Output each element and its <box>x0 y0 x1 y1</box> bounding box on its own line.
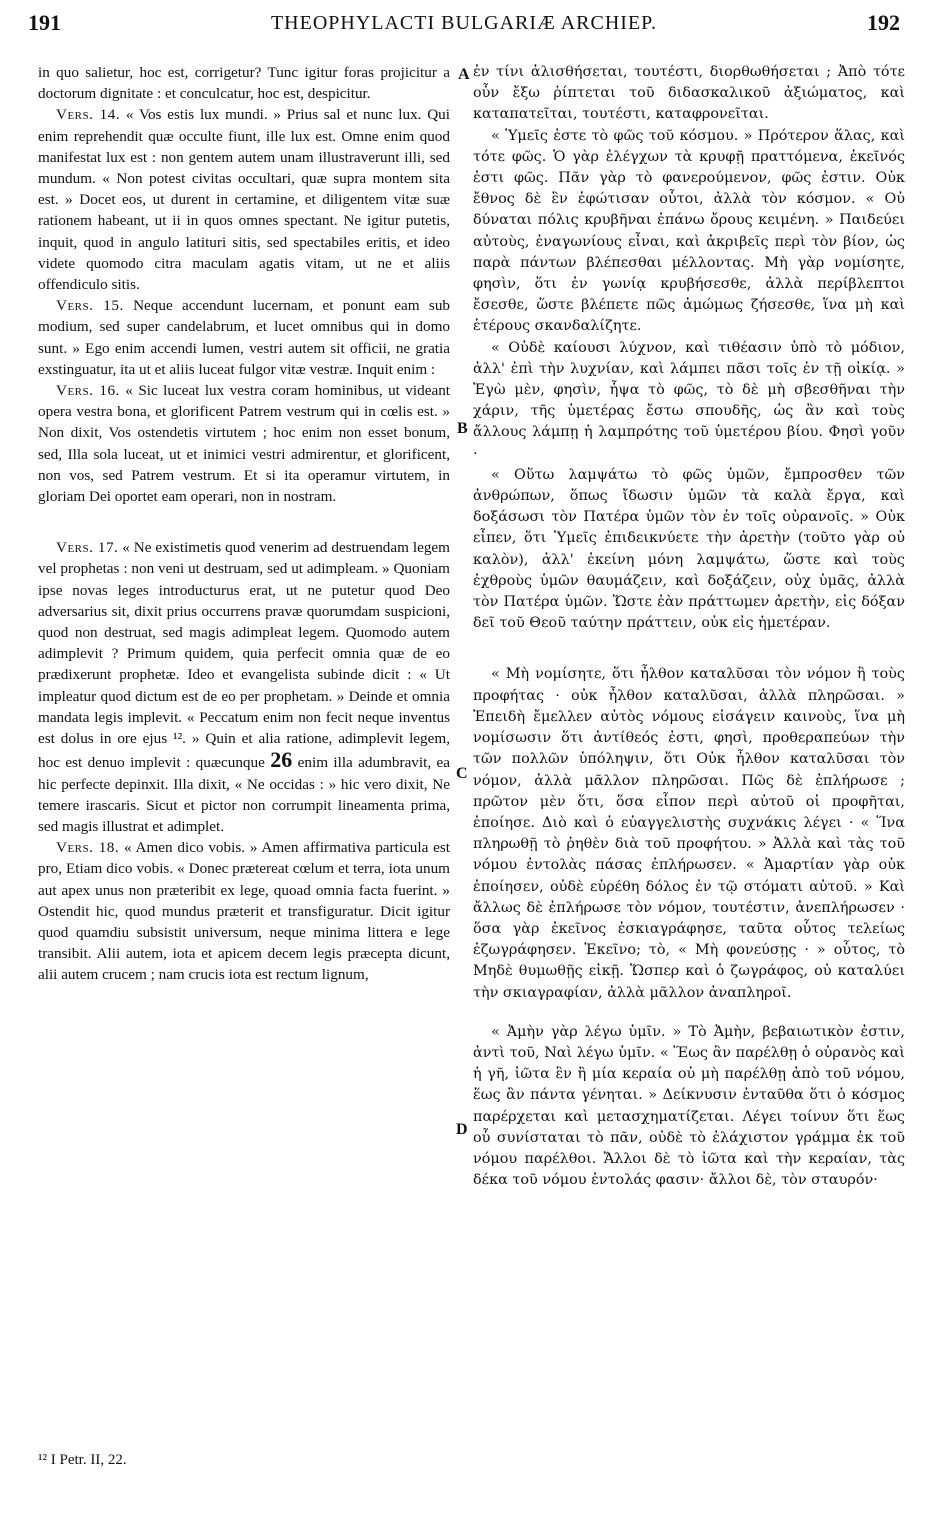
latin-text: Neque accendunt lucernam, et ponunt eam sub modium, sed super candelabrum, et lucet omnibus qui in domo sunt. » Ego enim accendi lumen, vestri autem sit officii, ne gratia exstinguatur, ita ut et aliis luceat fulgor vitæ vestræ. Inquit enim : <box>38 297 450 378</box>
latin-text: in quo salietur, hoc est, corrigetur? Tunc igitur foras projicitur a doctorum dignitate : et conculcatur, hoc est, despicitur. <box>38 64 450 103</box>
latin-paragraph <box>38 295 450 380</box>
latin-text: « Amen dico vobis. » Amen affirmativa particula est pro, Etiam dico vobis. « Donec prætereat cœlum et terra, iota unum aut apex unus non præteribit ex lege, quoad omnia facta fuerint. » Ostendit hic, quod mundus præterit et transfiguratur. Dicit igitur quod quamdiu subsistit universum, neque minima littera e lege transibit. Alii autem, iota et apicem decem legis præcepta dicunt, alii autem crucem ; nam crucis iota est rectum lignum, <box>38 839 450 984</box>
running-title: THEOPHYLACTI BULGARIÆ ARCHIEP. <box>270 12 658 34</box>
greek-paragraph: « Οὐδὲ καίουσι λύχνον, καὶ τιθέασιν ὑπὸ τὸ μόδιον, ἀλλ' ἐπὶ τὴν λυχνίαν, καὶ λάμπει πᾶσι τοῖς ἐν τῇ οἰκίᾳ. » Ἐγὼ μὲν, φησὶν, ἧψα τὸ φῶς, τὸ δὲ μὴ σβεσθῆναι τὴν χάριν, τῆς ὑμετέρας ἔστω σπουδῆς, ὡς ἂν καὶ τοὺς ἄλλους λάμπῃ ἡ λαμπρότης τοῦ ὑμετέρου βίου. Φησὶ γοῦν · <box>473 339 905 462</box>
greek-paragraph: « Οὕτω λαμψάτω τὸ φῶς ὑμῶν, ἔμπροσθεν τῶν ἀνθρώπων, ὅπως ἴδωσιν ὑμῶν τὰ καλὰ ἔργα, καὶ δοξάσωσι τὸν Πατέρα ὑμῶν τὸν ἐν τοῖς οὐρανοῖς. » Οὐκ εἶπεν, ὅτι Ὑμεῖς ἐπιδεικνύετε τὴν ἀρετὴν (τοῦτο γὰρ οὐ καλὸν), ἀλλ' ἐκείνη μόνη λαμψάτω, ὥστε καὶ τοὺς ἐχθροὺς ὑμῶν θαυμάζειν, καὶ δοξάζειν, οὐχ ὑμᾶς, ἀλλὰ τὸν Πατέρα ὑμῶν. Ὥστε ἐὰν πράττωμεν ἀρετὴν, εἰς δόξαν δεῖ τοῦ Θεοῦ ταύτην πράττειν, οὐκ εἰς ἡμετέραν. <box>473 466 905 632</box>
running-header <box>28 10 900 44</box>
latin-paragraph <box>38 837 450 985</box>
latin-text: enim illa adumbravit, ea hic perfecte depinxit. Illa dixit, « Ne occidas : » hic vero dixit, Ne temere irascaris. Sicut et pictor non corrumpit lineamenta prima, sed magis illustrat et adimplet. <box>38 754 451 835</box>
latin-paragraph <box>38 380 450 507</box>
latin-paragraph <box>38 62 450 104</box>
verse-label: Vers. 15. <box>56 297 124 315</box>
margin-letter-c: C <box>456 765 468 782</box>
margin-letter-a: A <box>458 66 470 83</box>
latin-paragraph <box>38 104 450 295</box>
verse-label: Vers. 16. <box>56 382 120 400</box>
latin-text: « Sic luceat lux vestra coram hominibus, ut videant opera vestra bona, et glorificent Patrem vestrum qui in cœlis est. » Non dixit, Vos ostendetis virtutem ; hoc enim non esset bonum, sed, Illa sola luceat, ut et inimici vestri admirentur, et glorificent, non vos, sed Patrem vestrum. Et si ita operamur virtutem, in gloriam Dei oportet eam operari, non in nostram. <box>38 382 451 506</box>
footnote: ¹² I Petr. II, 22. <box>38 1452 127 1468</box>
verse-label: Vers. 14. <box>56 106 121 124</box>
latin-paragraph <box>38 537 450 837</box>
latin-column <box>38 62 450 986</box>
greek-paragraph: ἐν τίνι ἀλισθήσεται, τουτέστι, διορθωθήσεται ; Ἀπὸ τότε οὖν ἔξω ῥίπτεται τοῦ διδασκαλικοῦ ἀξιώματος, καὶ καταπατεῖται, τουτέστι, καταφρονεῖται. <box>473 64 905 123</box>
latin-text: « Ne existimetis quod venerim ad destruendam legem vel prophetas : non veni ut destruam, sed ut adimpleam. » Quoniam ipse novas leges introducturus erat, ut ne putetur quod Deo adversarius sit, dixit prius occurrens pravæ quorumdam suspicioni, quod non destruat, sed magis adimpleat legem. Quomodo autem adimplevit ? Primum quidem, quia perfecit omnia quæ de eo prædixerunt prophetæ. Ideo et evangelista subinde dicit : « Ut impleatur quod dictum est de eo per prophetam. » Deinde et omnia mandata legis implevit. « Peccatum enim non fecit neque inventus est dolus in ore ejus ¹². » Quin et alia ratione, adimplevit legem, hoc est denuo implevit : quæcunque <box>38 539 450 772</box>
greek-column <box>473 62 905 1191</box>
inline-marker: 26 <box>270 747 293 773</box>
greek-paragraph: « Ἀμὴν γὰρ λέγω ὑμῖν. » Τὸ Ἀμὴν, βεβαιωτικὸν ἐστιν, ἀντὶ τοῦ, Ναὶ λέγω ὑμῖν. « Ἕως ἂν παρέλθῃ ὁ οὐρανὸς καὶ ἡ γῆ, ἰῶτα ἓν ἢ μία κεραία οὐ μὴ παρέλθῃ ἀπὸ τοῦ νόμου, ἕως ἂν πάντα γένηται. » Δείκνυσιν ἐνταῦθα ὅτι ὁ κόσμος παρέρχεται καὶ μετασχηματίζεται. Λέγει τοίνυν ὅτι ἕως οὗ συνίσταται τὸ πᾶν, οὐδὲ τὸ ἐλάχιστον γράμμα ἐκ τοῦ νόμου παρέλθοι. Ἄλλοι δὲ τὸ ἰῶτα καὶ τὴν κεραίαν, τὰς δέκα τοῦ νόμου ἐντολάς φασιν· ἄλλοι δὲ, τὸν σταυρόν· <box>473 1023 905 1189</box>
verse-label: Vers. 17. <box>56 539 119 557</box>
page-number-right: 192 <box>867 10 900 35</box>
latin-text: « Vos estis lux mundi. » Prius sal et nunc lux. Qui enim reprehendit quæ occulte fiunt, ille lux est. Omne enim quod manifestat lux est : non gentem autem unam illustraverunt illi, sed mundum. « Non potest civitas occultari, quæ supra montem sita est. » Docet eos, ut durent in certamine, et diligentem vitæ suæ rationem habeant, ut ii in quos omnes spectant. Ne igitur putetis, inquit, quod in angulo latituri sitis, sed spectabiles eritis, et ideo videte quomodo citra maculam agatis vitam, ut ne et aliis offendiculo sitis. <box>38 106 450 294</box>
page-number-left: 191 <box>28 10 61 35</box>
greek-paragraph: « Ὑμεῖς ἐστε τὸ φῶς τοῦ κόσμου. » Πρότερον ἅλας, καὶ τότε φῶς. Ὁ γὰρ ἐλέγχων τὰ κρυφῇ πραττόμενα, ἐκεῖνός ἐστι φῶς. Πᾶν γὰρ τὸ φανερούμενον, φῶς ἐστιν. Οὐκ ἔθνος δὲ ἓν ἐφώτισαν οὗτοι, ἀλλὰ τὸν κόσμον. « Οὐ δύναται πόλις κρυβῆναι ἐπάνω ὄρους κειμένη. » Παιδεύει αὐτοὺς, ἐναγωνίους εἶναι, καὶ ἀκριβεῖς περὶ τὸν βίον, ὡς παρὰ πάντων βλέπεσθαι μέλλοντας. Μὴ γὰρ νομίσητε, φησὶν, ὅτι ἐν γωνίᾳ κρυβήσεσθε, ἀλλὰ περίβλεπτοι ἔσεσθε, ὥστε βλέπετε πῶς ἀμώμως ζήσεσθε, ἵνα μὴ καὶ ἑτέρους σκανδαλίζητε. <box>473 127 905 335</box>
margin-letter-b: B <box>457 420 468 437</box>
margin-letter-d: D <box>456 1121 468 1138</box>
greek-paragraph: « Μὴ νομίσητε, ὅτι ἦλθον καταλῦσαι τὸν νόμον ἢ τοὺς προφήτας · οὐκ ἦλθον καταλῦσαι, ἀλλὰ πληρῶσαι. » Ἐπειδὴ ἔμελλεν αὐτὸς νόμους εἰσάγειν καινοὺς, ἵνα μὴ νομίσωσιν ὅτι ἀντίθεός ἐστι, φησὶ, προθεραπεύων τὴν τῶν πολλῶν ὑπόληψιν, ὅτι Οὐκ ἦλθον καταλῦσαι τὸν νόμον, ἀλλὰ μᾶλλον πληρῶσαι. Πῶς δὲ ἐπλήρωσε ; πρῶτον μὲν ὅτι, ὅσα εἶπον περὶ αὐτοῦ οἱ προφῆται, ἐποίησε. Διὸ καὶ ὁ εὐαγγελιστὴς συχνάκις λέγει · « Ἵνα πληρωθῇ τὸ ῥηθὲν διὰ τοῦ προφήτου. » Ἀλλὰ καὶ τὰς τοῦ νόμου ἐντολὰς πάσας ἐπλήρωσεν. « Ἁμαρτίαν γὰρ οὐκ ἐποίησεν, οὐδὲ εὑρέθη δόλος ἐν τῷ στόματι αὐτοῦ. » Καὶ ἄλλως δὲ ἐπλήρωσε τὸν νόμον, τουτέστιν, ἀνεπλήρωσεν · ὅσα γὰρ ἐκεῖνος ἐσκιαγράφησε, ταῦτα οὗτος τελείως ἐζωγράφησεν. Ἐκεῖνο; τὸ, « Μὴ φονεύσῃς · » οὗτος, τὸ Μηδὲ θυμωθῇς εἰκῇ. Ὥσπερ καὶ ὁ ζωγράφος, οὐ καταλύει τὴν σκιαγραφίαν, ἀλλὰ μᾶλλον ἀναπληροῖ. <box>473 666 905 1001</box>
verse-label: Vers. 18. <box>56 839 120 857</box>
